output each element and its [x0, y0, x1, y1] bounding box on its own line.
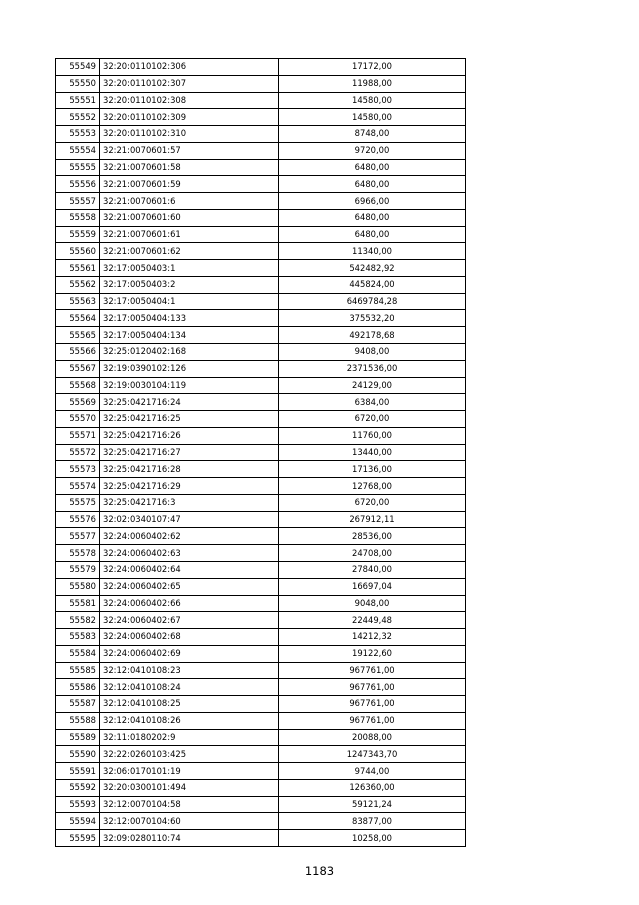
cadastral-value: 9048,00 [279, 595, 466, 612]
table-row [56, 830, 466, 847]
cadastral-value: 6480,00 [279, 226, 466, 243]
table-row [56, 662, 466, 679]
table-row [56, 243, 466, 260]
row-number: 55594 [56, 813, 100, 830]
cadastral-number: 32:19:0030104:119 [100, 377, 279, 394]
table-row [56, 763, 466, 780]
cadastral-number: 32:25:0421716:28 [100, 461, 279, 478]
row-number: 55582 [56, 612, 100, 629]
cadastral-number: 32:17:0050404:134 [100, 327, 279, 344]
table-row [56, 746, 466, 763]
cadastral-number: 32:11:0180202:9 [100, 729, 279, 746]
row-number: 55581 [56, 595, 100, 612]
cadastral-value: 6966,00 [279, 193, 466, 210]
cadastral-value: 22449,48 [279, 612, 466, 629]
row-number: 55566 [56, 344, 100, 361]
cadastral-value: 9408,00 [279, 344, 466, 361]
table-row [56, 813, 466, 830]
cadastral-number: 32:24:0060402:66 [100, 595, 279, 612]
row-number: 55590 [56, 746, 100, 763]
cadastral-number: 32:25:0421716:29 [100, 478, 279, 495]
cadastral-value: 967761,00 [279, 662, 466, 679]
table-row [56, 578, 466, 595]
cadastral-number: 32:25:0421716:27 [100, 444, 279, 461]
cadastral-number: 32:24:0060402:62 [100, 528, 279, 545]
row-number: 55586 [56, 679, 100, 696]
cadastral-value: 2371536,00 [279, 360, 466, 377]
cadastral-number: 32:20:0110102:307 [100, 75, 279, 92]
cadastral-number: 32:24:0060402:64 [100, 561, 279, 578]
row-number: 55557 [56, 193, 100, 210]
cadastral-value: 13440,00 [279, 444, 466, 461]
row-number: 55559 [56, 226, 100, 243]
cadastral-value: 6480,00 [279, 209, 466, 226]
cadastral-number: 32:06:0170101:19 [100, 763, 279, 780]
cadastral-value: 1247343,70 [279, 746, 466, 763]
row-number: 55564 [56, 310, 100, 327]
table-row [56, 310, 466, 327]
row-number: 55579 [56, 561, 100, 578]
cadastral-number: 32:17:0050404:133 [100, 310, 279, 327]
table-row [56, 478, 466, 495]
cadastral-value: 27840,00 [279, 561, 466, 578]
table-row [56, 327, 466, 344]
cadastral-value: 24129,00 [279, 377, 466, 394]
table-row [56, 679, 466, 696]
cadastral-value: 12768,00 [279, 478, 466, 495]
cadastral-value: 6480,00 [279, 159, 466, 176]
table-row [56, 209, 466, 226]
table-row [56, 260, 466, 277]
table-row [56, 645, 466, 662]
row-number: 55584 [56, 645, 100, 662]
table-body [56, 59, 466, 847]
cadastral-value: 967761,00 [279, 712, 466, 729]
row-number: 55583 [56, 629, 100, 646]
cadastral-number: 32:20:0110102:309 [100, 109, 279, 126]
table-row [56, 92, 466, 109]
cadastral-value: 126360,00 [279, 779, 466, 796]
cadastral-value: 83877,00 [279, 813, 466, 830]
cadastral-number: 32:09:0280110:74 [100, 830, 279, 847]
row-number: 55593 [56, 796, 100, 813]
row-number: 55550 [56, 75, 100, 92]
cadastral-value: 6384,00 [279, 394, 466, 411]
cadastral-number: 32:25:0421716:24 [100, 394, 279, 411]
table-row [56, 595, 466, 612]
cadastral-number: 32:21:0070601:59 [100, 176, 279, 193]
cadastral-value: 492178,68 [279, 327, 466, 344]
cadastral-value: 17172,00 [279, 59, 466, 76]
cadastral-number: 32:17:0050403:2 [100, 276, 279, 293]
row-number: 55589 [56, 729, 100, 746]
row-number: 55560 [56, 243, 100, 260]
row-number: 55585 [56, 662, 100, 679]
cadastral-number: 32:24:0060402:65 [100, 578, 279, 595]
row-number: 55575 [56, 494, 100, 511]
cadastral-number: 32:12:0070104:60 [100, 813, 279, 830]
cadastral-value-table [55, 58, 466, 847]
row-number: 55563 [56, 293, 100, 310]
table-row [56, 411, 466, 428]
cadastral-number: 32:25:0421716:25 [100, 411, 279, 428]
table-row [56, 360, 466, 377]
table-row [56, 226, 466, 243]
table-row [56, 511, 466, 528]
cadastral-value: 967761,00 [279, 679, 466, 696]
cadastral-number: 32:24:0060402:69 [100, 645, 279, 662]
table-row [56, 159, 466, 176]
row-number: 55595 [56, 830, 100, 847]
row-number: 55592 [56, 779, 100, 796]
cadastral-value: 8748,00 [279, 126, 466, 143]
cadastral-number: 32:20:0110102:306 [100, 59, 279, 76]
cadastral-value: 6720,00 [279, 494, 466, 511]
row-number: 55551 [56, 92, 100, 109]
row-number: 55549 [56, 59, 100, 76]
row-number: 55567 [56, 360, 100, 377]
cadastral-value: 6469784,28 [279, 293, 466, 310]
row-number: 55591 [56, 763, 100, 780]
row-number: 55569 [56, 394, 100, 411]
table-row [56, 193, 466, 210]
cadastral-number: 32:25:0421716:26 [100, 427, 279, 444]
cadastral-number: 32:12:0410108:24 [100, 679, 279, 696]
cadastral-value: 14212,32 [279, 629, 466, 646]
cadastral-value: 19122,60 [279, 645, 466, 662]
table-row [56, 276, 466, 293]
row-number: 55570 [56, 411, 100, 428]
cadastral-number: 32:21:0070601:62 [100, 243, 279, 260]
table-row [56, 293, 466, 310]
table-row [56, 75, 466, 92]
cadastral-value: 24708,00 [279, 545, 466, 562]
table-row [56, 377, 466, 394]
cadastral-value: 445824,00 [279, 276, 466, 293]
cadastral-number: 32:12:0410108:26 [100, 712, 279, 729]
cadastral-number: 32:24:0060402:67 [100, 612, 279, 629]
table-row [56, 629, 466, 646]
cadastral-value: 11760,00 [279, 427, 466, 444]
cadastral-value: 20088,00 [279, 729, 466, 746]
row-number: 55573 [56, 461, 100, 478]
cadastral-number: 32:21:0070601:60 [100, 209, 279, 226]
cadastral-number: 32:25:0120402:168 [100, 344, 279, 361]
cadastral-value: 14580,00 [279, 109, 466, 126]
cadastral-value: 967761,00 [279, 696, 466, 713]
table-row [56, 344, 466, 361]
cadastral-number: 32:20:0110102:308 [100, 92, 279, 109]
cadastral-number: 32:17:0050403:1 [100, 260, 279, 277]
table-row [56, 394, 466, 411]
cadastral-number: 32:21:0070601:6 [100, 193, 279, 210]
row-number: 55554 [56, 142, 100, 159]
cadastral-value: 11988,00 [279, 75, 466, 92]
table-row [56, 59, 466, 76]
row-number: 55578 [56, 545, 100, 562]
cadastral-number: 32:17:0050404:1 [100, 293, 279, 310]
page-number: 1183 [304, 864, 335, 878]
row-number: 55555 [56, 159, 100, 176]
row-number: 55588 [56, 712, 100, 729]
row-number: 55580 [56, 578, 100, 595]
row-number: 55556 [56, 176, 100, 193]
cadastral-number: 32:12:0410108:23 [100, 662, 279, 679]
table-row [56, 126, 466, 143]
table-row [56, 612, 466, 629]
cadastral-number: 32:24:0060402:68 [100, 629, 279, 646]
cadastral-value: 375532,20 [279, 310, 466, 327]
table-row [56, 696, 466, 713]
cadastral-value: 11340,00 [279, 243, 466, 260]
cadastral-value: 9744,00 [279, 763, 466, 780]
row-number: 55576 [56, 511, 100, 528]
cadastral-value: 28536,00 [279, 528, 466, 545]
table-row [56, 779, 466, 796]
cadastral-number: 32:21:0070601:57 [100, 142, 279, 159]
cadastral-number: 32:24:0060402:63 [100, 545, 279, 562]
cadastral-number: 32:02:0340107:47 [100, 511, 279, 528]
row-number: 55577 [56, 528, 100, 545]
row-number: 55571 [56, 427, 100, 444]
row-number: 55565 [56, 327, 100, 344]
row-number: 55561 [56, 260, 100, 277]
cadastral-value: 267912,11 [279, 511, 466, 528]
table-row [56, 444, 466, 461]
cadastral-number: 32:12:0070104:58 [100, 796, 279, 813]
cadastral-number: 32:22:0260103:425 [100, 746, 279, 763]
cadastral-value: 9720,00 [279, 142, 466, 159]
cadastral-number: 32:21:0070601:61 [100, 226, 279, 243]
row-number: 55574 [56, 478, 100, 495]
row-number: 55572 [56, 444, 100, 461]
table-row [56, 796, 466, 813]
row-number: 55568 [56, 377, 100, 394]
cadastral-number: 32:12:0410108:25 [100, 696, 279, 713]
table-row [56, 729, 466, 746]
table-row [56, 712, 466, 729]
row-number: 55562 [56, 276, 100, 293]
row-number: 55558 [56, 209, 100, 226]
cadastral-value: 16697,04 [279, 578, 466, 595]
cadastral-number: 32:20:0110102:310 [100, 126, 279, 143]
table-row [56, 109, 466, 126]
table-row [56, 545, 466, 562]
table-row [56, 561, 466, 578]
table-row [56, 528, 466, 545]
cadastral-value: 14580,00 [279, 92, 466, 109]
cadastral-value: 59121,24 [279, 796, 466, 813]
cadastral-number: 32:21:0070601:58 [100, 159, 279, 176]
cadastral-number: 32:19:0390102:126 [100, 360, 279, 377]
table-row [56, 494, 466, 511]
row-number: 55587 [56, 696, 100, 713]
cadastral-value: 10258,00 [279, 830, 466, 847]
cadastral-number: 32:20:0300101:494 [100, 779, 279, 796]
row-number: 55552 [56, 109, 100, 126]
row-number: 55553 [56, 126, 100, 143]
table-row [56, 142, 466, 159]
cadastral-value: 6480,00 [279, 176, 466, 193]
cadastral-value: 17136,00 [279, 461, 466, 478]
table-row [56, 461, 466, 478]
cadastral-number: 32:25:0421716:3 [100, 494, 279, 511]
table-row [56, 427, 466, 444]
cadastral-value: 542482,92 [279, 260, 466, 277]
cadastral-value: 6720,00 [279, 411, 466, 428]
table-row [56, 176, 466, 193]
